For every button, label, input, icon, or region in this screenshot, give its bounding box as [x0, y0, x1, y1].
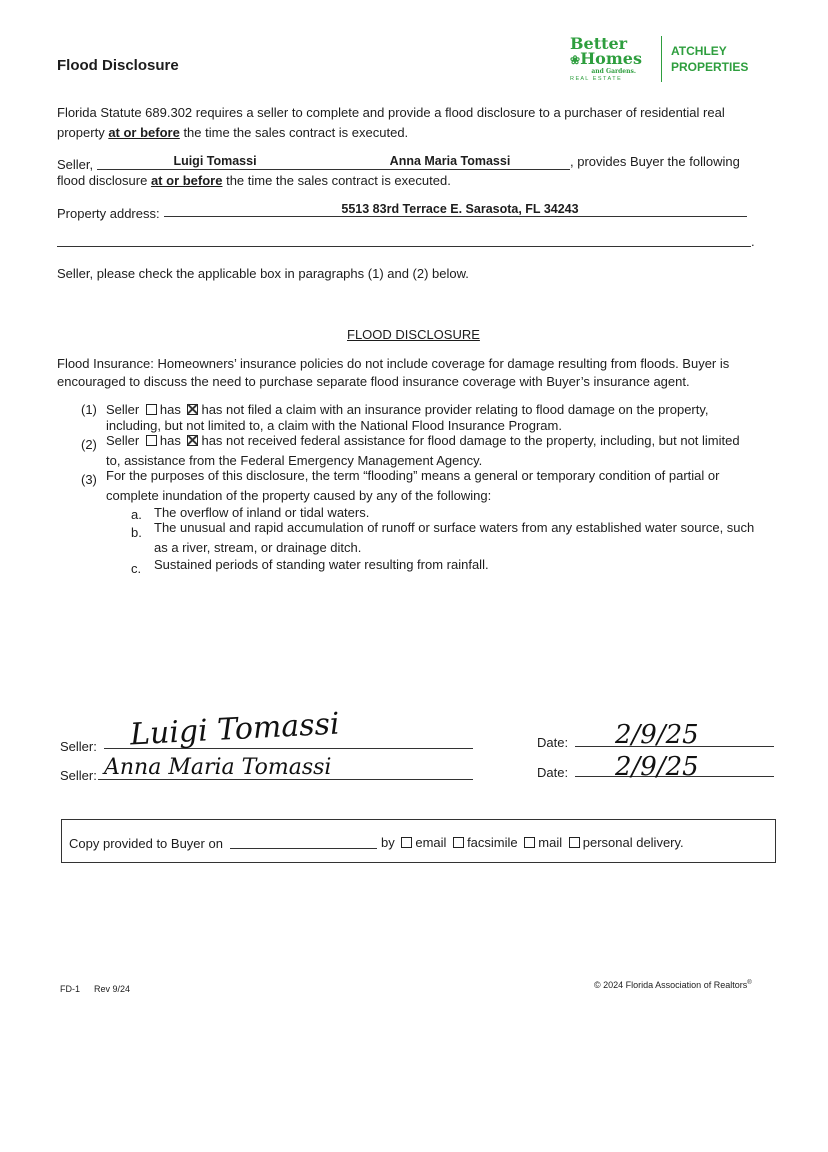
sub-b-line-1: The unusual and rapid accumulation of runoff or surface waters from any established water source, such — [154, 520, 755, 535]
copyright: © 2024 Florida Association of Realtors® — [594, 980, 752, 990]
logo-homes: ❀Homes — [570, 49, 642, 68]
item-1-line-2: including, but not limited to, a claim with the National Flood Insurance Program. — [106, 418, 562, 433]
email-checkbox[interactable] — [401, 837, 412, 848]
seller-emphasis: at or before — [150, 173, 223, 188]
date-1-label: Date: — [537, 735, 569, 750]
leaf-icon: ❀ — [570, 53, 581, 67]
sub-c-label: c. — [131, 561, 142, 576]
seller-provides-text: , provides Buyer the following — [570, 154, 740, 169]
facsimile-checkbox[interactable] — [453, 837, 464, 848]
logo-better: Better — [570, 34, 628, 53]
insurance-line-2: encouraged to discuss the need to purchase separate flood insurance coverage with Buyer’s insurance agent. — [57, 374, 690, 389]
has-checkbox-2[interactable] — [146, 435, 157, 446]
atchley-logo — [671, 43, 748, 75]
has-not-checkbox-1-checked[interactable] — [187, 404, 198, 415]
form-revision: Rev 9/24 — [94, 984, 131, 994]
logo-real-estate: R E A L E S T A T E — [570, 76, 621, 82]
sub-a-label: a. — [131, 507, 142, 522]
property-label: Property address: — [57, 206, 160, 221]
date-2-value: 2/9/25 — [615, 752, 699, 782]
intro-line-2: property at or before the time the sales contract is executed. — [57, 125, 409, 140]
copy-options: by email facsimile mail personal delivery. — [381, 835, 684, 850]
copy-date-field[interactable] — [230, 848, 377, 849]
logo-atchley: ATCHLEY — [671, 44, 727, 58]
form-id: FD-1 — [60, 984, 80, 994]
seller-2-name: Anna Maria Tomassi — [389, 154, 511, 168]
item-2-number: (2) — [81, 437, 97, 452]
property-line-2 — [57, 246, 751, 247]
seller-label: Seller, — [57, 157, 94, 172]
sub-b-label: b. — [131, 525, 142, 540]
intro-line-1: Florida Statute 689.302 requires a seller to complete and provide a flood disclosure to a purchaser of residential real — [57, 105, 725, 120]
item-3-line-1: For the purposes of this disclosure, the term “flooding” means a general or temporary condition of partial or — [106, 468, 720, 483]
seller-1-name: Luigi Tomassi — [173, 154, 257, 168]
personal-delivery-checkbox[interactable] — [569, 837, 580, 848]
item-3-line-2: complete inundation of the property caused by any of the following: — [106, 488, 492, 503]
logo-properties: PROPERTIES — [671, 60, 749, 74]
seller-names-line — [97, 169, 570, 170]
has-checkbox-1[interactable] — [146, 404, 157, 415]
item-2-line-1: Seller has has not received federal assistance for flood damage to the property, including, but not limited — [106, 433, 740, 448]
sub-c-text: Sustained periods of standing water resulting from rainfall. — [154, 557, 489, 572]
seller-1-signature: Luigi Tomassi — [129, 706, 341, 753]
page-title: Flood Disclosure — [57, 57, 179, 74]
mail-checkbox[interactable] — [524, 837, 535, 848]
item-1-number: (1) — [81, 402, 97, 417]
has-not-checkbox-2-checked[interactable] — [187, 435, 198, 446]
insurance-line-1: Flood Insurance: Homeowners’ insurance policies do not include coverage for damage resulting from floods. Buyer is — [57, 356, 730, 371]
better-homes-logo — [570, 36, 642, 84]
item-1-line-1: Seller has has not filed a claim with an insurance provider relating to flood damage on the property, — [106, 402, 709, 417]
section-title: FLOOD DISCLOSURE — [347, 327, 480, 342]
date-1-value: 2/9/25 — [615, 720, 699, 750]
item-2-line-2: to, assistance from the Federal Emergency Management Agency. — [106, 453, 483, 468]
property-line — [164, 216, 747, 217]
instructions: Seller, please check the applicable box in paragraphs (1) and (2) below. — [57, 266, 469, 281]
property-address: 5513 83rd Terrace E. Sarasota, FL 34243 — [341, 202, 579, 216]
sub-b-line-2: as a river, stream, or drainage ditch. — [154, 540, 362, 555]
seller-2-label: Seller: — [60, 768, 97, 783]
item-3-number: (3) — [81, 472, 97, 487]
seller-2-signature: Anna Maria Tomassi — [104, 755, 332, 780]
date-2-label: Date: — [537, 765, 569, 780]
logo-gardens: and Gardens. — [591, 68, 636, 75]
copy-provided-label: Copy provided to Buyer on — [69, 836, 223, 851]
intro-emphasis: at or before — [108, 125, 180, 140]
seller-1-label: Seller: — [60, 739, 97, 754]
sub-a-text: The overflow of inland or tidal waters. — [154, 505, 370, 520]
seller-line-2: flood disclosure at or before the time the sales contract is executed. — [57, 173, 451, 188]
logo-divider — [661, 36, 662, 82]
property-period: . — [751, 234, 755, 249]
